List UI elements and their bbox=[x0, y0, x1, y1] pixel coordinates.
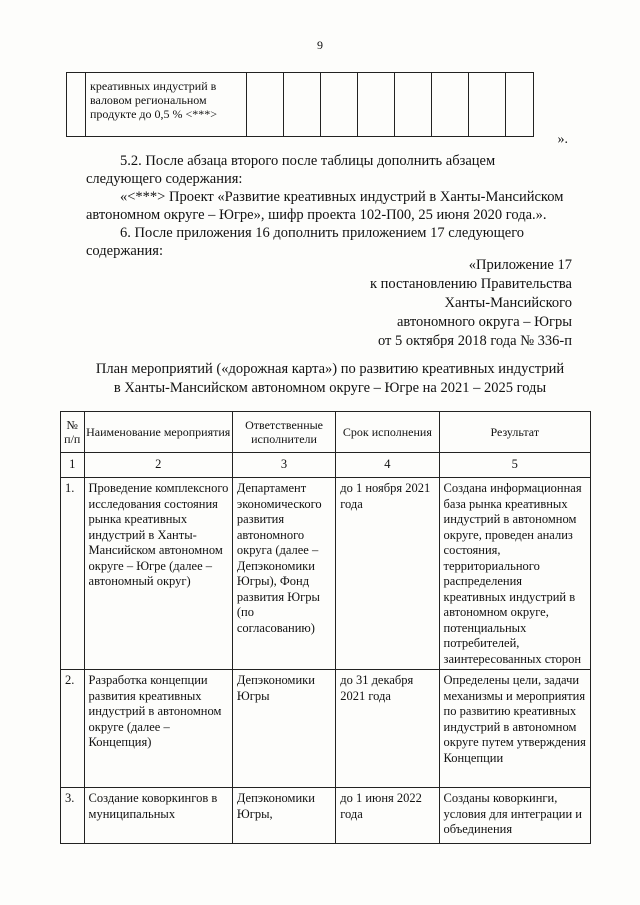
appendix-line: Ханты-Мансийского bbox=[444, 295, 572, 311]
column-number-row bbox=[61, 453, 591, 478]
table-cell bbox=[67, 73, 86, 137]
row-number: 1. bbox=[61, 478, 85, 670]
table-row bbox=[67, 73, 534, 137]
table-cell bbox=[284, 73, 321, 137]
row-name: Проведение комплексного исследования состояния рынка креативных индустрий в Ханты-Мансийском автономном округе – Югре (далее – автономный округ) bbox=[84, 478, 232, 670]
table-row bbox=[61, 788, 591, 844]
table-cell bbox=[506, 73, 534, 137]
closing-quote: ». bbox=[557, 132, 568, 147]
plan-title-line: План мероприятий («дорожная карта») по развитию креативных индустрий bbox=[95, 361, 565, 377]
appendix-line: к постановлению Правительства bbox=[370, 276, 572, 292]
row-deadline: до 1 июня 2022 года bbox=[336, 788, 439, 844]
column-number: 4 bbox=[336, 453, 439, 478]
row-responsible: Депэкономики Югры, bbox=[232, 788, 335, 844]
row-deadline: до 31 декабря 2021 года bbox=[336, 670, 439, 788]
plan-title-line: в Ханты-Мансийском автономном округе – Югре на 2021 – 2025 годы bbox=[113, 380, 547, 396]
header-result: Результат bbox=[439, 412, 590, 453]
table-cell bbox=[321, 73, 358, 137]
table-cell bbox=[395, 73, 432, 137]
row-name: Создание коворкингов в муниципальных bbox=[84, 788, 232, 844]
column-number: 3 bbox=[232, 453, 335, 478]
continued-table-fragment bbox=[66, 72, 534, 137]
header-deadline: Срок исполнения bbox=[336, 412, 439, 453]
row-responsible: Департамент экономического развития автономного округа (далее – Депэкономики Югры), Фонд развития Югры (по согласованию) bbox=[232, 478, 335, 670]
table-cell bbox=[469, 73, 506, 137]
appendix-line: автономного округа – Югры bbox=[396, 314, 572, 330]
row-number: 3. bbox=[61, 788, 85, 844]
table-cell bbox=[247, 73, 284, 137]
table-cell-text: креативных индустрий в валовом региональном продукте до 0,5 % <***> bbox=[86, 73, 247, 137]
table-cell bbox=[358, 73, 395, 137]
paragraph-5-2: 5.2. После абзаца второго после таблицы дополнить абзацем следующего содержания: bbox=[86, 153, 496, 187]
appendix-line: от 5 октября 2018 года № 336-п bbox=[377, 333, 572, 349]
column-number: 1 bbox=[61, 453, 85, 478]
table-row bbox=[61, 670, 591, 788]
row-name: Разработка концепции развития креативных индустрий в автономном округе (далее – Концепция) bbox=[84, 670, 232, 788]
table-cell bbox=[432, 73, 469, 137]
appendix-header bbox=[370, 256, 572, 351]
column-number: 5 bbox=[439, 453, 590, 478]
table-row bbox=[61, 478, 591, 670]
column-number: 2 bbox=[84, 453, 232, 478]
row-result: Создана информационная база рынка креативных индустрий в автономном округе, проведен анализ состояния, территориального распределения креативных индустрий в автономном округе, потенциальных потребителей, заинтересованных сторон bbox=[439, 478, 590, 670]
paragraph-6: 6. После приложения 16 дополнить приложением 17 следующего содержания: bbox=[86, 225, 525, 259]
row-deadline: до 1 ноября 2021 года bbox=[336, 478, 439, 670]
roadmap-table bbox=[60, 411, 591, 844]
page-number: 9 bbox=[317, 38, 323, 52]
appendix-line: «Приложение 17 bbox=[468, 257, 572, 273]
row-result: Созданы коворкинги, условия для интеграции и объединения bbox=[439, 788, 590, 844]
row-result: Определены цели, задачи механизмы и мероприятия по развитию креативных индустрий в автономном округе путем утверждения Концепции bbox=[439, 670, 590, 788]
row-number: 2. bbox=[61, 670, 85, 788]
footnote-paragraph: «<***> Проект «Развитие креативных индустрий в Ханты-Мансийском автономном округе – Югре», шифр проекта 102-П00, 25 июня 2020 года.». bbox=[86, 189, 564, 223]
plan-title bbox=[60, 360, 600, 398]
row-responsible: Депэкономики Югры bbox=[232, 670, 335, 788]
header-number: № п/п bbox=[61, 412, 85, 453]
header-responsible: Ответственные исполнители bbox=[232, 412, 335, 453]
header-name: Наименование мероприятия bbox=[84, 412, 232, 453]
table-header-row bbox=[61, 412, 591, 453]
